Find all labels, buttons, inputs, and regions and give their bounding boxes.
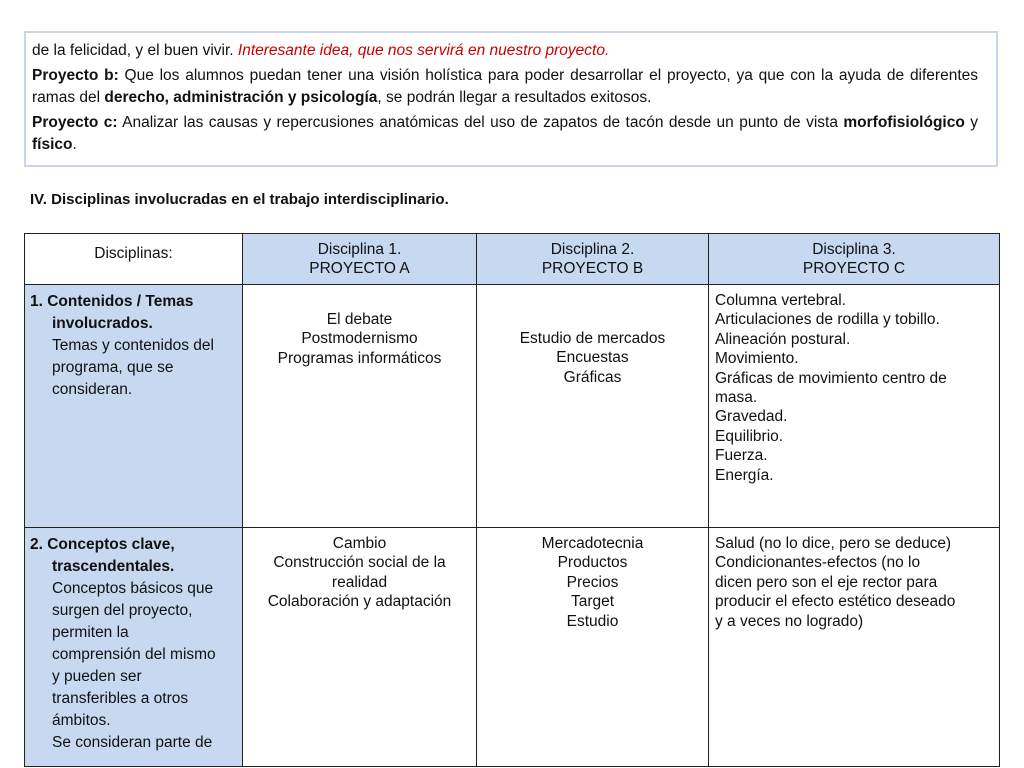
table-row [25, 528, 1000, 767]
header-disciplina-1-project: PROYECTO A [309, 260, 410, 277]
intro-box [24, 31, 998, 167]
cell-line: Articulaciones de rodilla y tobillo. [715, 311, 940, 329]
cell-line: Condicionantes-efectos (no lo [715, 554, 921, 572]
cell-line: Columna vertebral. [715, 292, 846, 309]
cell-line: Gráficas de movimiento centro de [715, 369, 947, 387]
cell-line: realidad [331, 573, 388, 591]
cell-line: dicen pero son el eje rector para [715, 573, 938, 591]
row-header-line: Temas y contenidos del [52, 337, 214, 354]
cell-line: Alineación postural. [715, 330, 851, 348]
intro-paragraph-1 [32, 40, 978, 62]
project-b-paragraph [32, 65, 978, 109]
row-header-line: involucrados. [52, 315, 153, 332]
cell-line: Energía. [715, 466, 774, 484]
header-disciplina-1 [243, 234, 477, 285]
cell-line: Movimiento. [715, 350, 799, 368]
cell-line: producir el efecto estético deseado [715, 593, 956, 611]
header-disciplina-2-project: PROYECTO B [541, 260, 644, 277]
cell-line: Productos [557, 554, 628, 572]
table-header-row [25, 234, 1000, 285]
header-disciplina-1-title: Disciplina 1. [317, 241, 402, 258]
row-header-line: consideran. [52, 381, 133, 398]
intro-note: Interesante idea, que nos servirá en nuestro proyecto. [237, 42, 610, 59]
row-header-line: transferibles a otros [52, 690, 189, 707]
header-disciplinas: Disciplinas: [25, 234, 243, 285]
row-header-line: programa, que se [52, 359, 174, 376]
disciplines-table [24, 233, 1000, 767]
cell-proyecto-a-contenidos [243, 285, 477, 528]
cell-line: Mercadotecnia [541, 535, 644, 552]
cell-line: Estudio de mercados [519, 330, 666, 347]
project-b-bold: derecho, administración y psicología [104, 89, 378, 106]
header-disciplina-2 [477, 234, 709, 285]
row-header-line: permiten la [52, 624, 129, 641]
row-header-line: ámbitos. [52, 712, 111, 729]
cell-line: Fuerza. [715, 447, 768, 465]
project-c-label: Proyecto c: [32, 114, 118, 131]
cell-proyecto-c-contenidos [709, 285, 1000, 528]
cell-proyecto-a-conceptos [243, 528, 477, 767]
project-c-paragraph [32, 112, 978, 156]
cell-line: Estudio [566, 612, 619, 630]
project-b-text: Que los alumnos puedan tener una visión holística para poder desarrollar el proyecto, ya que con la ayuda de diferentes ramas del [32, 67, 979, 106]
cell-line: Encuestas [556, 349, 629, 367]
project-b-label: Proyecto b: [32, 67, 119, 84]
section-title: IV. Disciplinas involucradas en el trabajo interdisciplinario. [30, 191, 449, 208]
cell-line: Cambio [332, 535, 387, 552]
row-header-line: y pueden ser [52, 668, 142, 685]
header-disciplina-3-title: Disciplina 3. [812, 241, 896, 258]
cell-line: Construcción social de la [273, 554, 446, 572]
header-disciplina-3-project: PROYECTO C [802, 260, 906, 277]
project-c-text-3: . [72, 136, 77, 153]
cell-line: Target [570, 593, 615, 611]
project-c-bold-1: morfofisiológico [843, 114, 965, 131]
row-header-conceptos [25, 528, 243, 767]
header-disciplina-3 [709, 234, 1000, 285]
cell-line: y a veces no logrado) [715, 612, 864, 630]
cell-proyecto-b-contenidos [477, 285, 709, 528]
table-row [25, 285, 1000, 528]
cell-proyecto-c-conceptos [709, 528, 1000, 767]
cell-line: Gravedad. [715, 408, 788, 426]
cell-line: Salud (no lo dice, pero se deduce) [715, 535, 952, 552]
cell-line: Precios [566, 573, 619, 591]
row-header-contenidos [25, 285, 243, 528]
cell-line: Colaboración y adaptación [267, 593, 452, 611]
cell-line: Gráficas [563, 368, 622, 386]
project-c-text: Analizar las causas y repercusiones anatómicas del uso de zapatos de tacón desde un punto de vista [117, 114, 844, 131]
header-disciplina-2-title: Disciplina 2. [550, 241, 635, 258]
cell-line: masa. [715, 389, 758, 407]
project-c-bold-2: físico [32, 136, 73, 153]
cell-line: El debate [326, 311, 393, 328]
cell-line: Postmodernismo [301, 330, 418, 348]
cell-line: Programas informáticos [277, 349, 442, 367]
row-header-line: Se consideran parte de [52, 734, 213, 751]
intro-text: de la felicidad, y el buen vivir. [32, 42, 238, 59]
cell-proyecto-b-conceptos [477, 528, 709, 767]
row-header-line: 1. Contenidos / Temas [30, 293, 194, 310]
row-header-line: 2. Conceptos clave, [30, 536, 175, 553]
row-header-line: Conceptos básicos que [52, 580, 214, 597]
row-header-line: comprensión del mismo [52, 646, 216, 663]
project-c-text-2: y [964, 114, 978, 131]
cell-line: Equilibrio. [715, 427, 784, 445]
row-header-line: trascendentales. [52, 558, 175, 575]
row-header-line: surgen del proyecto, [52, 602, 193, 619]
project-b-text-end: , se podrán llegar a resultados exitosos. [377, 89, 652, 106]
